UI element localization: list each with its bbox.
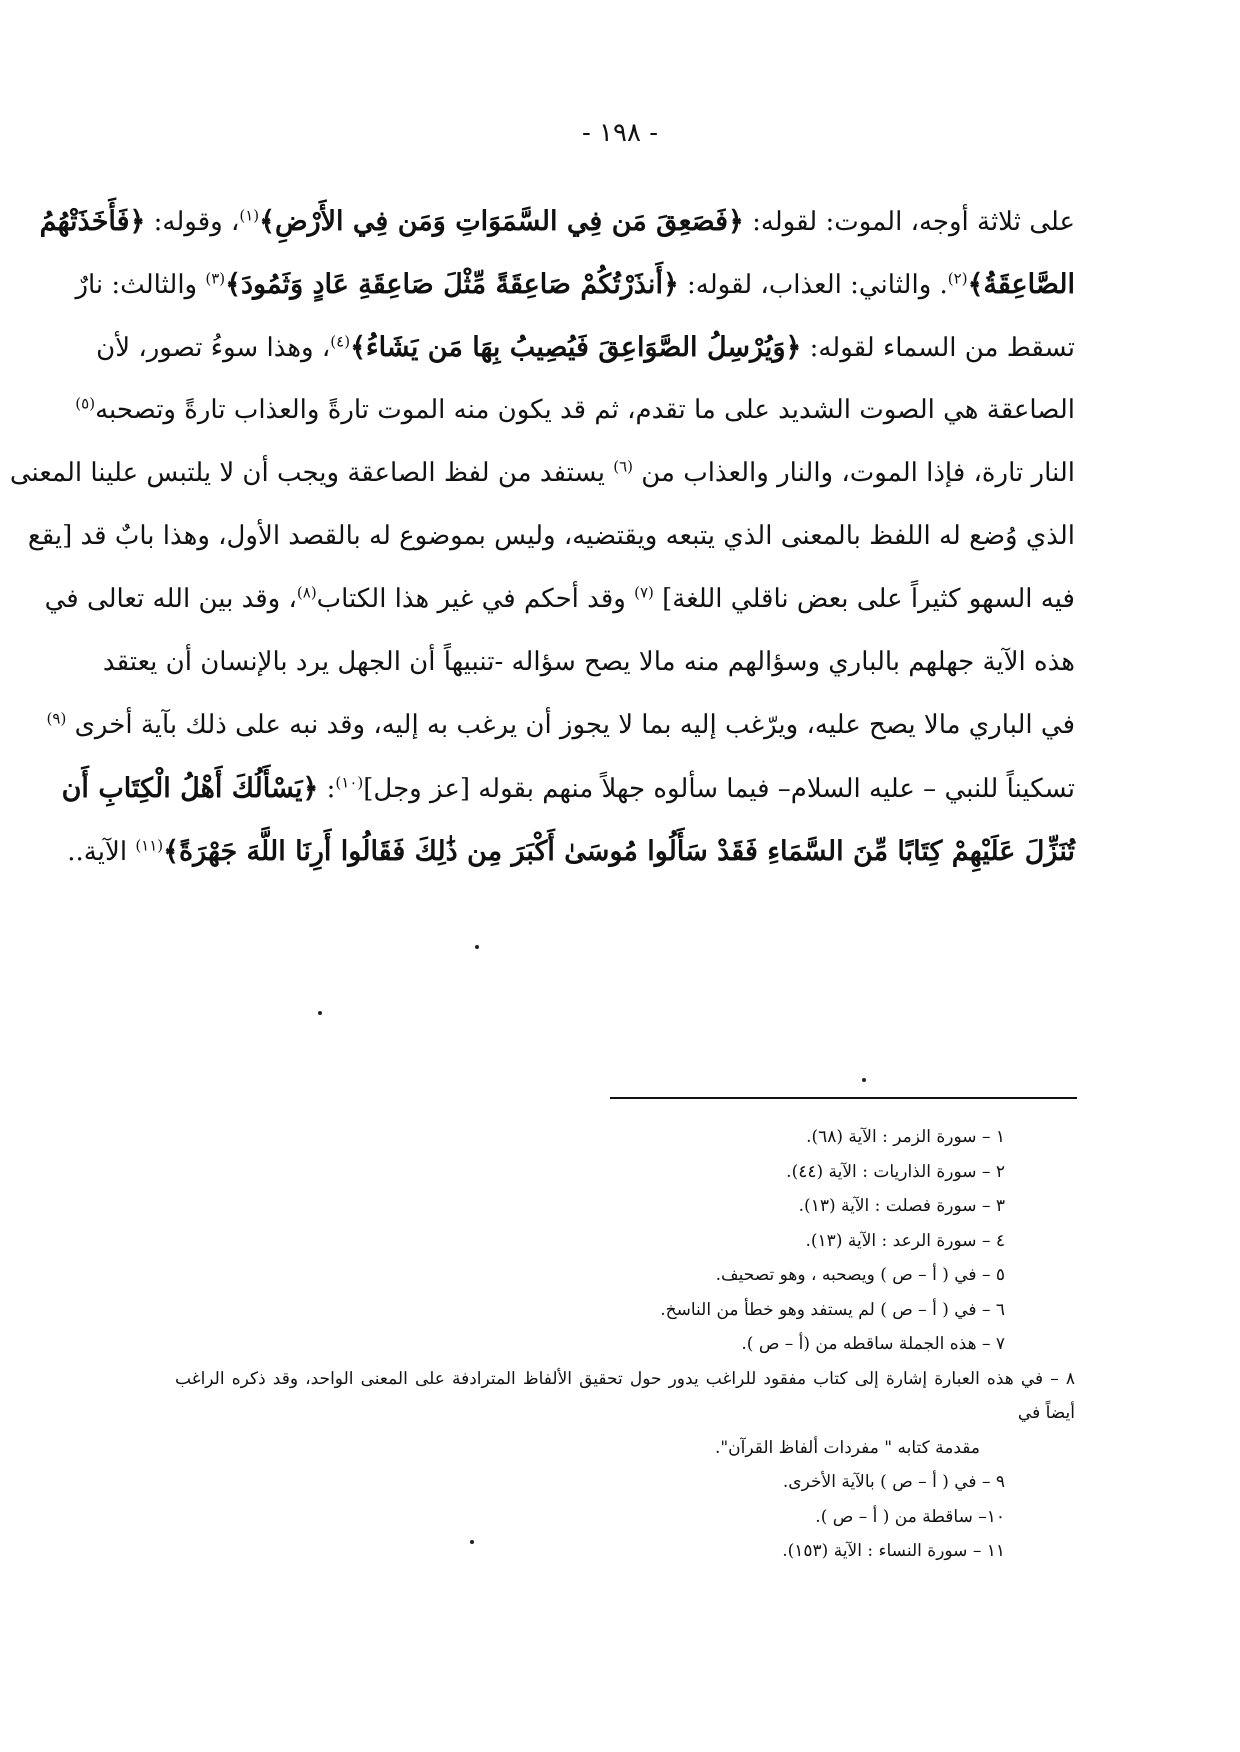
- main-text: [9, 190, 1075, 883]
- quran-verse: الصَّاعِقَةُ﴾: [967, 269, 1075, 300]
- stray-dot: [475, 945, 479, 949]
- text-line-3: [96, 316, 1075, 379]
- footnote-item: ١٠– ساقطة من ( أ – ص ).: [815, 1506, 1005, 1527]
- text-line-8: [102, 631, 1075, 694]
- text-line-2: [75, 253, 1075, 316]
- footnote-ref: (٥): [75, 394, 96, 413]
- footnote-item: ٨ – في هذه العبارة إشارة إلى كتاب مفقود للراغب يدور حول تحقيق الألفاظ المترادفة على المعنى الواحد، وقد ذكره الراغب أيضاً في: [175, 1368, 1075, 1423]
- footnote-item: ١ – سورة الزمر : الآية (٦٨).: [806, 1127, 1005, 1147]
- footnote-ref: (١١): [135, 836, 164, 855]
- text-segment: :: [326, 774, 336, 804]
- quran-verse: ﴿فَأَخَذَتْهُمُ: [39, 206, 146, 237]
- quran-verse: تُنَزِّلَ عَلَيْهِمْ كِتَابًا مِّنَ السَّمَاءِ فَقَدْ سَأَلُوا مُوسَىٰ أَكْبَرَ مِن ذَٰلِكَ فَقَالُوا أَرِنَا اللَّهَ جَهْرَةً﴾: [163, 836, 1075, 867]
- text-segment: ، وهذا سوءُ تصور، لأن: [96, 333, 331, 363]
- footnote-item: ١١ – سورة النساء : الآية (١٥٣).: [782, 1541, 1005, 1561]
- text-segment: تسقط من السماء لقوله:: [809, 333, 1075, 363]
- footnote-ref: (١): [239, 206, 260, 225]
- footnote-ref: (٢): [947, 269, 968, 288]
- footnote-ref: (٣): [205, 269, 226, 288]
- footnote-item: ٣ – سورة فصلت : الآية (١٣).: [798, 1196, 1005, 1216]
- text-segment: على ثلاثة أوجه، الموت: لقوله:: [752, 207, 1075, 237]
- text-line-7: [44, 568, 1075, 631]
- footnote-item: ٢ – سورة الذاريات : الآية (٤٤).: [786, 1161, 1005, 1182]
- footnote-ref: (٩): [46, 709, 67, 728]
- text-segment: والثالث: نارٌ: [75, 270, 198, 300]
- quran-verse: ﴿يَسْأَلُكَ أَهْلُ الْكِتَابِ أَن: [61, 773, 319, 804]
- text-segment: ، وقوله:: [153, 207, 240, 237]
- text-line-5: [9, 442, 1075, 505]
- text-line-6: [27, 505, 1075, 568]
- footnote-item-continuation: مقدمة كتابه " مفردات ألفاظ القرآن".: [714, 1437, 980, 1458]
- stray-dot: [318, 1011, 322, 1015]
- footnote-item: ٩ – في ( أ – ص ) بالآية الأخرى.: [782, 1472, 1005, 1492]
- text-line-4: [75, 379, 1075, 442]
- text-segment: الذي وُضع له اللفظ بالمعنى الذي يتبعه ويقتضيه، وليس بموضوع له بالقصد الأول، وهذا بابٌ قد [يقع: [27, 521, 1075, 551]
- text-line-9: [46, 694, 1075, 757]
- stray-dot: [862, 1078, 866, 1082]
- text-line-10: [61, 757, 1075, 820]
- text-segment: ، وقد بين الله تعالى في: [44, 584, 297, 614]
- footnote-ref: (٨): [296, 583, 317, 602]
- footnote-item: ٧ – هذه الجملة ساقطه من (أ – ص ).: [741, 1334, 1005, 1354]
- footnote-ref: (٤): [330, 332, 351, 351]
- text-segment: في الباري مالا يصح عليه، ويرّغب إليه بما لا يجوز أن يرغب به إليه، وقد نبه على ذلك بآية أخرى: [74, 710, 1075, 740]
- footnote-item: ٦ – في ( أ – ص ) لم يستفد وهو خطأ من الناسخ.: [660, 1299, 1005, 1320]
- text-segment: هذه الآية جهلهم بالباري وسؤالهم منه مالا يصح سؤاله -تنبيهاً أن الجهل يرد بالإنسان أن يعتقد: [102, 647, 1075, 677]
- quran-verse: ﴿أَنذَرْتُكُمْ صَاعِقَةً مِّثْلَ صَاعِقَةِ عَادٍ وَثَمُودَ﴾: [225, 269, 679, 300]
- text-line-11: [67, 820, 1075, 883]
- footnote-item: ٤ – سورة الرعد : الآية (١٣).: [805, 1230, 1005, 1251]
- text-line-1: [39, 190, 1075, 253]
- text-segment: تسكيناً للنبي – عليه السلام– فيما سألوه جهلاً منهم بقوله [عز وجل]: [363, 774, 1075, 804]
- footnote-separator: [610, 1097, 1077, 1099]
- text-segment: وقد أحكم في غير هذا الكتاب: [316, 584, 626, 614]
- page-number: - ١٩٨ -: [581, 118, 659, 148]
- footnote-ref: (١٠): [335, 773, 364, 792]
- text-segment: النار تارة، فإذا الموت، والنار والعذاب من: [641, 458, 1075, 488]
- quran-verse: ﴿وَيُرْسِلُ الصَّوَاعِقَ فَيُصِيبُ بِهَا مَن يَشَاءُ﴾: [350, 332, 802, 363]
- text-segment: يستفد من لفظ الصاعقة ويجب أن لا يلتبس علينا المعنى: [9, 458, 605, 488]
- text-segment: . والثاني: العذاب، لقوله:: [687, 270, 948, 300]
- text-segment: الصاعقة هي الصوت الشديد على ما تقدم، ثم قد يكون منه الموت تارةً والعذاب تارةً وتصحبه: [95, 395, 1075, 425]
- footnote-ref: (٧): [634, 583, 654, 602]
- text-segment: الآية..: [67, 837, 128, 867]
- quran-verse: ﴿فَصَعِقَ مَن فِي السَّمَوَاتِ وَمَن فِي الأَرْضِ﴾: [259, 206, 744, 237]
- footnotes-list: [175, 1120, 1075, 1569]
- footnote-item: ٥ – في ( أ – ص ) ويصحبه ، وهو تصحيف.: [715, 1265, 1005, 1285]
- text-segment: فيه السهو كثيراً على بعض ناقلي اللغة]: [662, 584, 1075, 614]
- footnote-ref: (٦): [613, 457, 633, 476]
